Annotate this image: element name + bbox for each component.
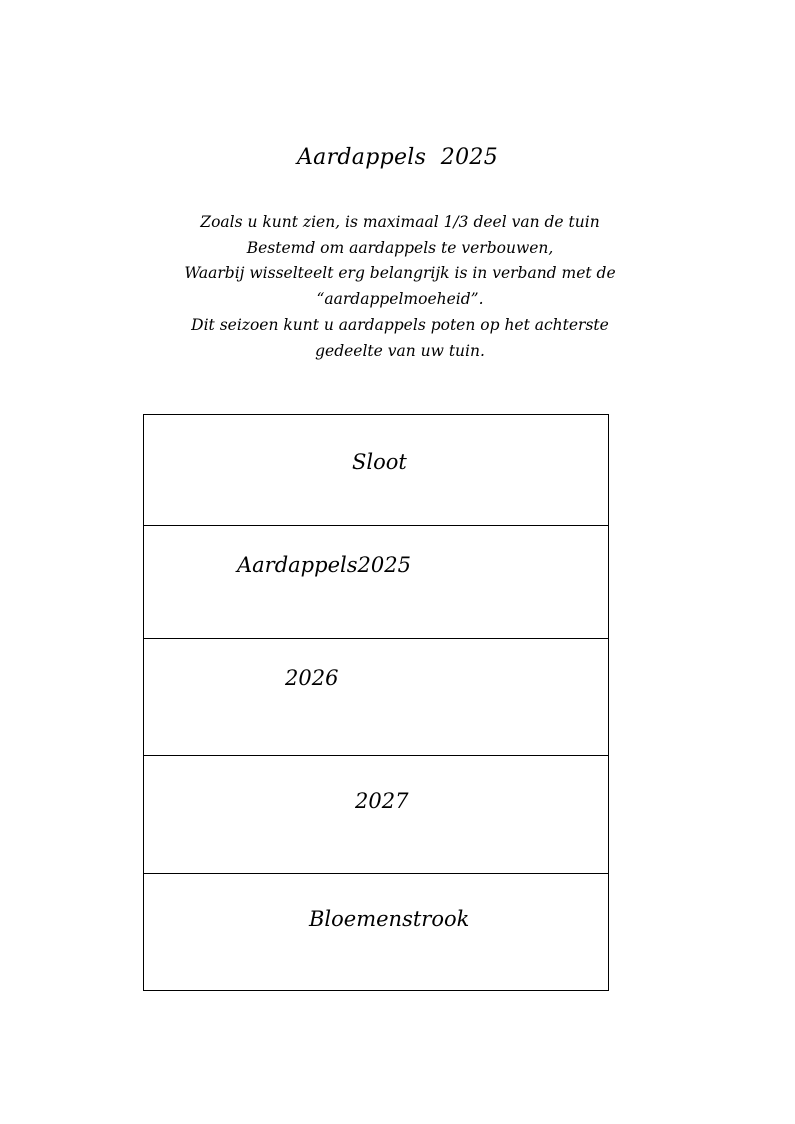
strip-label: Aardappels2025 [237, 553, 411, 577]
intro-line: gedeelte van uw tuin. [315, 341, 485, 360]
plot-strip-2026 [144, 638, 608, 755]
plot-strip-bloemenstrook [144, 873, 608, 991]
intro-line: Waarbij wisselteelt erg belangrijk is in verband met de [184, 264, 616, 283]
plot-strip-2027 [144, 755, 608, 873]
garden-plot-diagram [143, 414, 609, 991]
strip-label: 2027 [355, 789, 409, 813]
intro-line: “aardappelmoeheid”. [316, 290, 484, 309]
intro-line: Zoals u kunt zien, is maximaal 1/3 deel van de tuin [200, 213, 600, 231]
page-title: Aardappels 2025 [296, 145, 498, 170]
plot-strip-sloot [144, 415, 608, 525]
intro-line: Bestemd om aardappels te verbouwen, [246, 238, 554, 257]
strip-label: Bloemenstrook [309, 907, 470, 931]
strip-label: Sloot [352, 450, 407, 474]
intro-line: Dit seizoen kunt u aardappels poten op het achterste [191, 315, 609, 334]
plot-strip-aardappels-2025 [144, 525, 608, 638]
intro-text [150, 210, 650, 364]
strip-label: 2026 [285, 666, 339, 690]
